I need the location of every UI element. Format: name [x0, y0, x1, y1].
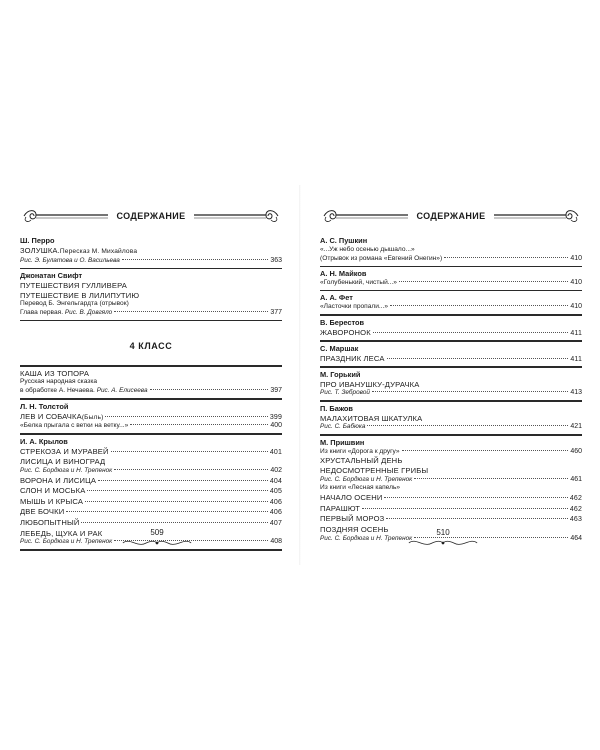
toc-separator — [320, 340, 582, 342]
toc-separator — [20, 268, 282, 270]
toc-illustrator: Рис. С. Бордюга и Н. Трепенок — [20, 538, 113, 546]
toc-title: ПОЗДНЯЯ ОСЕНЬ — [320, 525, 389, 535]
toc-page-number: 464 — [570, 534, 582, 542]
toc-page-number: 402 — [270, 466, 282, 474]
toc-line — [20, 412, 282, 423]
toc-page-number: 421 — [570, 423, 582, 431]
toc-illustrator: Рис. Т. Зебровой — [320, 389, 370, 397]
toc-line — [20, 447, 282, 458]
toc-line — [320, 476, 582, 485]
toc-line — [320, 303, 582, 312]
toc-separator — [20, 549, 282, 551]
toc-title: СЛОН И МОСЬКА — [20, 486, 86, 496]
toc-illustrator: Рис. В. Довгяло — [64, 309, 113, 317]
toc-page-number: 413 — [570, 389, 582, 397]
toc-line — [20, 246, 282, 257]
toc-page-number: 410 — [570, 254, 582, 262]
toc-page-number: 406 — [269, 509, 282, 517]
ornament-left-icon — [320, 208, 410, 224]
toc-line — [320, 514, 582, 525]
toc-author: И. А. Крылов — [20, 436, 68, 446]
toc-title: ВОРОНА И ЛИСИЦА — [20, 475, 97, 485]
toc-title: КАША ИЗ ТОПОРА — [20, 368, 90, 378]
toc-page-number: 411 — [570, 329, 582, 337]
toc-page-number: 462 — [569, 495, 582, 503]
toc-author: Джонатан Свифт — [20, 271, 83, 281]
toc-line — [320, 389, 582, 398]
toc-author: М. Горький — [320, 369, 361, 379]
toc-subtitle: Из книги «Дорога к другу» — [320, 447, 400, 455]
toc-page-number: 377 — [270, 309, 282, 317]
toc-entry — [20, 369, 282, 396]
left-page — [20, 206, 282, 553]
toc-title: НЕДОСМОТРЕННЫЕ ГРИБЫ — [320, 466, 429, 476]
right-folio — [398, 528, 488, 548]
toc-illustrator: Рис. С. Бордюга и Н. Трепенок — [320, 534, 413, 542]
toc-title: ЛЕВ И СОБАЧКА — [20, 411, 82, 421]
toc-line — [20, 422, 282, 431]
toc-separator — [320, 434, 582, 436]
toc-illustrator: Рис. С. Бордюга и Н. Трепенок — [320, 475, 413, 483]
toc-title: ХРУСТАЛЬНЫЙ ДЕНЬ — [320, 456, 403, 466]
toc-entry — [20, 236, 282, 266]
ornament-left-icon — [20, 208, 110, 224]
toc-title: ПРО ИВАНУШКУ-ДУРАЧКА — [320, 379, 420, 389]
toc-page-number: 411 — [570, 355, 582, 363]
toc-entry — [20, 271, 282, 318]
toc-subtitle: Перевод Б. Энгельгардта (отрывок) — [20, 300, 129, 308]
toc-entry — [320, 404, 582, 432]
toc-title: ДВЕ БОЧКИ — [20, 507, 65, 517]
ornament-right-icon — [192, 208, 282, 224]
toc-subtitle: (Быль) — [81, 413, 104, 421]
toc-separator — [20, 365, 282, 367]
toc-subtitle: «...Уж небо осенью дышало...» — [320, 246, 415, 253]
right-page-header — [320, 206, 582, 226]
toc-page-number: 406 — [269, 498, 282, 506]
toc-author: А. Н. Майков — [320, 269, 367, 279]
toc-author: А. А. Фет — [320, 293, 353, 303]
toc-separator — [320, 290, 582, 292]
toc-title: ЛЕБЕДЬ, ЩУКА И РАК — [20, 528, 103, 538]
toc-illustrator: Рис. С. Бабюка — [320, 423, 366, 431]
toc-page-number: 460 — [570, 447, 582, 455]
toc-line — [320, 423, 582, 432]
toc-title: ПРАЗДНИК ЛЕСА — [320, 353, 385, 363]
toc-author: А. С. Пушкин — [320, 236, 368, 245]
toc-author: П. Бажов — [320, 403, 353, 413]
right-entries — [320, 236, 582, 543]
toc-separator — [320, 366, 582, 368]
right-page-number: 510 — [436, 528, 450, 537]
toc-title: ПУТЕШЕСТВИЯ ГУЛЛИВЕРА — [20, 281, 128, 291]
toc-subtitle: «Голубенький, чистый...» — [320, 279, 397, 287]
section-title: 4 КЛАСС — [129, 341, 173, 352]
toc-page-number: 462 — [569, 505, 582, 513]
toc-line — [320, 493, 582, 504]
toc-separator — [320, 314, 582, 316]
folio-ornament-icon — [398, 538, 488, 548]
toc-line — [20, 387, 282, 396]
toc-entry — [320, 318, 582, 339]
toc-subtitle: «Ласточки пропали...» — [320, 303, 389, 311]
toc-subtitle: Глава первая. — [20, 309, 64, 317]
toc-separator — [20, 433, 282, 435]
toc-subtitle: «Белка прыгала с ветки на ветку...» — [20, 422, 129, 430]
left-page-number: 509 — [150, 528, 164, 537]
toc-page-number: 400 — [270, 422, 282, 430]
toc-illustrator: Рис. А. Елисеева — [96, 387, 148, 395]
toc-line — [20, 486, 282, 497]
toc-page-number: 404 — [269, 477, 282, 485]
toc-line — [320, 448, 582, 457]
toc-entry — [20, 402, 282, 432]
toc-title: ЛЮБОПЫТНЫЙ — [20, 518, 80, 528]
toc-entry — [320, 293, 582, 312]
toc-subtitle: Из книги «Лесная капель» — [320, 484, 401, 492]
toc-author: Ш. Перро — [20, 236, 55, 245]
right-page-header-title: СОДЕРЖАНИЕ — [412, 211, 489, 221]
ornament-right-icon — [492, 208, 582, 224]
toc-title: МАЛАХИТОВАЯ ШКАТУЛКА — [320, 413, 423, 423]
toc-page-number: 410 — [570, 303, 582, 311]
toc-line — [20, 257, 282, 266]
toc-line — [320, 255, 582, 264]
toc-page-number: 399 — [269, 413, 282, 421]
toc-page-number: 397 — [270, 387, 282, 395]
toc-title: ЛИСИЦА И ВИНОГРАД — [20, 457, 106, 467]
toc-page-number: 408 — [270, 538, 282, 546]
toc-title: НАЧАЛО ОСЕНИ — [320, 493, 383, 503]
left-folio — [112, 528, 202, 548]
left-top-entries — [20, 236, 282, 321]
toc-line — [320, 504, 582, 515]
left-bottom-entries — [20, 365, 282, 550]
toc-line — [20, 507, 282, 518]
toc-separator — [320, 400, 582, 402]
toc-author: С. Маршак — [320, 343, 359, 353]
toc-page-number: 410 — [570, 279, 582, 287]
toc-title: ПЕРВЫЙ МОРОЗ — [320, 514, 385, 524]
toc-subtitle: Пересказ М. Михайлова — [59, 248, 138, 255]
toc-title: ЖАВОРОНОК — [320, 327, 371, 337]
folio-ornament-icon — [112, 538, 202, 548]
left-page-header — [20, 206, 282, 226]
toc-separator — [20, 398, 282, 400]
toc-entry — [320, 344, 582, 365]
toc-author: М. Пришвин — [320, 437, 365, 447]
toc-page-number: 461 — [570, 475, 582, 483]
toc-line — [320, 328, 582, 339]
toc-page-number: 407 — [269, 520, 282, 528]
toc-page-number: 401 — [269, 448, 282, 456]
toc-line — [20, 476, 282, 487]
toc-subtitle: в обработке А. Нечаева. — [20, 387, 95, 395]
toc-subtitle: Русская народная сказка — [20, 378, 98, 386]
toc-separator — [320, 266, 582, 268]
toc-page-number: 363 — [270, 256, 282, 264]
toc-line — [20, 497, 282, 508]
toc-illustrator: Рис. С. Бордюга и Н. Трепенок — [20, 466, 113, 474]
toc-author: Л. Н. Толстой — [20, 401, 69, 411]
toc-illustrator: Рис. Э. Булатова и О. Васильева — [20, 256, 120, 264]
toc-page-number: 463 — [569, 516, 582, 524]
toc-line — [320, 279, 582, 288]
toc-subtitle: (Отрывок из романа «Евгений Онегин») — [320, 254, 443, 262]
book-gutter — [299, 185, 301, 565]
toc-title: СТРЕКОЗА И МУРАВЕЙ — [20, 446, 109, 456]
toc-title: ЗОЛУШКА. — [20, 246, 60, 255]
left-page-header-title: СОДЕРЖАНИЕ — [112, 211, 189, 221]
toc-entry — [320, 269, 582, 288]
toc-line — [320, 354, 582, 365]
toc-title: ПАРАШЮТ — [320, 503, 361, 513]
toc-line — [20, 309, 282, 318]
toc-separator — [20, 320, 282, 322]
right-page — [320, 206, 582, 545]
toc-line — [20, 467, 282, 476]
toc-page-number: 405 — [269, 488, 282, 496]
toc-entry — [320, 370, 582, 398]
toc-title: ПУТЕШЕСТВИЕ В ЛИЛИПУТИЮ — [20, 290, 140, 300]
toc-author: В. Берестов — [320, 317, 365, 327]
toc-title: МЫШЬ И КРЫСА — [20, 496, 84, 506]
toc-entry — [320, 236, 582, 264]
